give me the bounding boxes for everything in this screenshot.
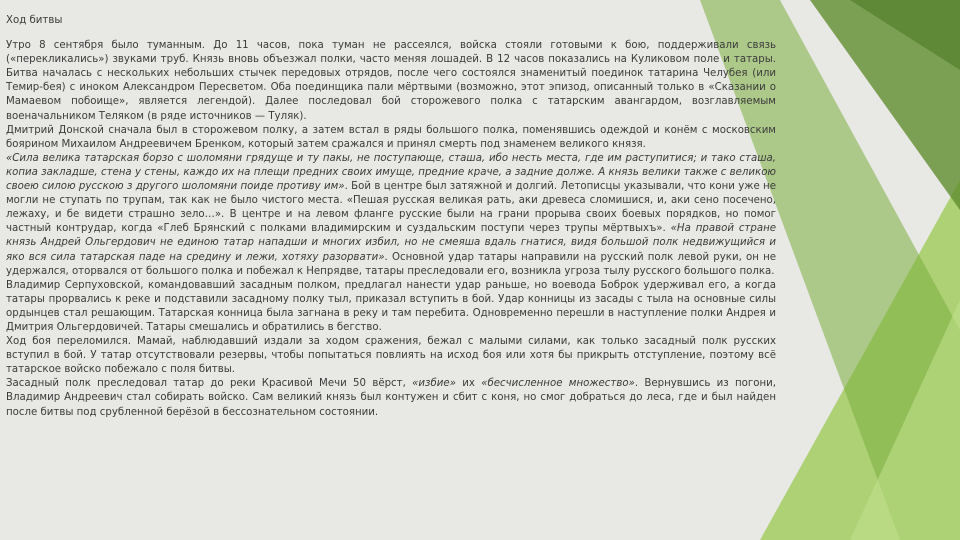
paragraph-text: Ход боя переломился. Мамай, наблюдавший издали за ходом сражения, бежал с малыми силами, как только засадный полк русских вступил в бой. У татар отсутствовали резервы, чтобы попытаться повлиять на исход боя или хотя бы прикрыть отступление, поэтому всё татарское войско побежало с поля битвы. — [6, 336, 776, 376]
quote-text: «бесчисленное множество» — [481, 378, 635, 390]
paragraph — [6, 124, 776, 152]
paragraph — [6, 39, 776, 124]
text-content — [6, 14, 776, 420]
paragraph-text: Дмитрий Донской сначала был в сторожевом полку, а затем встал в ряды большого полка, поменявшись одеждой и конём с московским боярином Михаилом Андреевичем Бренком, который затем сражался и принял смерть под знаменем великого князя. — [6, 124, 776, 150]
quote-text: «избие» — [412, 378, 456, 390]
quote-text: «На правой стране князь Андрей Ольгердович не единою татар нападши и многих избил, но не смеяша вдаль гнатися, видя большой полк недвижущийся и яко вся сила татарская паде на средину и лежи, хотяху разорвати» — [6, 223, 776, 263]
paragraph — [6, 377, 776, 419]
paragraph — [6, 335, 776, 377]
paragraph-text: . Вернувшись из погони, Владимир Андреевич стал собирать войско. Сам великий князь был контужен и сбит с коня, но смог добраться до леса, где и был найден после битвы под срубленной берёзой в бессознательном состоянии. — [6, 378, 776, 418]
paragraph-text: Засадный полк преследовал татар до реки Красивой Мечи 50 вёрст, — [6, 378, 413, 390]
paragraph-text: их — [455, 378, 482, 390]
paragraph-text: . Основной удар татары направили на русский полк левой руки, он не удержался, оторвался от большого полка и побежал к Непрядве, татары преследовали его, возникла угроза тылу русского большого полка. — [6, 251, 776, 277]
body-text — [6, 39, 776, 420]
slide-title: Ход битвы — [6, 15, 63, 26]
quote-text: «Сила велика татарская борзо с шоломяни грядуще и ту пакы, не поступающе, сташа, ибо несть места, где им раступитися; и тако сташа, копиа закладше, стена у стены, каждо их на плещи предних своих имуще, предние краче, а задние долже. А князь велики также с великою своею силою русскою з другого шоломяни поиде противу им» — [6, 152, 776, 193]
paragraph — [6, 152, 776, 279]
paragraph — [6, 279, 776, 335]
paragraph-text: Владимир Серпуховской, командовавший засадным полком, предлагал нанести удар раньше, но воевода Боброк удерживал его, а когда татары прорвались к реке и подставили засадному полку тыл, приказал вступить в бой. Удар конницы из засады с тыла на основные силы ордынцев стал решающим. Татарская конница была загнана в реку и там перебита. Одновременно перешли в наступление полки Андрея и Дмитрия Ольгердовичей. Татары смешались и обратились в бегство. — [6, 279, 776, 333]
paragraph-text: . Бой в центре был затяжной и долгий. Летописцы указывали, что кони уже не могли не ступать по трупам, так как не было чистого места. «Пешая русская великая рать, аки древеса сломишися, и, аки сено посечено, лежаху, и бе видети страшно зело…». В центре и на левом фланге русские были на грани прорыва своих боевых порядков, но помог частный контрудар, когда «Глеб Брянский с полками владимирским и суздальским поступи через трупы мёртвыхъ». — [6, 181, 776, 235]
paragraph-text: Утро 8 сентября было туманным. До 11 часов, пока туман не рассеялся, войска стояли готовыми к бою, поддерживали связь («перекликались») звуками труб. Князь вновь объезжал полки, часто меняя лошадей. В 12 часов показались на Куликовом поле и татары. Битва началась с нескольких небольших стычек передовых отрядов, после чего состоялся знаменитый поединок татарина Челубея (или Темир-бея) с иноком Александром Пересветом. Оба поединщика пали мёртвыми (возможно, этот эпизод, описанный только в «Сказании о Мамаевом побоище», является легендой). Далее последовал бой сторожевого полка с татарским авангардом, возглавляемым военачальником Теляком (в ряде источников — Туляк). — [6, 40, 776, 122]
